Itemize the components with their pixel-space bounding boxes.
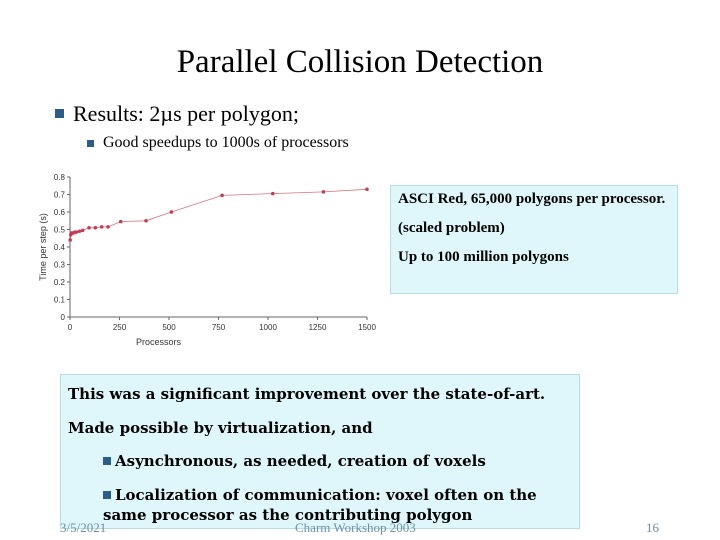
bullet-results: Results: 2µs per polygon;: [73, 101, 299, 126]
y-tick-label: 0.8: [53, 173, 65, 182]
y-tick-label: 0.3: [53, 260, 65, 270]
y-tick-label: 0.6: [53, 208, 65, 217]
y-tick-label: 0.5: [53, 225, 65, 235]
x-tick-label: 1500: [358, 323, 376, 332]
data-point: [365, 187, 369, 191]
box-line-1: This was a significant improvement over the state-of-art.: [68, 385, 546, 403]
series-line: [70, 189, 367, 240]
data-point: [220, 194, 224, 198]
x-tick-label: 500: [162, 323, 176, 332]
data-point: [144, 219, 148, 223]
improvement-box: [60, 374, 580, 529]
data-point: [81, 229, 85, 233]
x-axis-title: Processors: [135, 337, 182, 347]
box-item-2-cont: same processor as the contributing polygon: [103, 506, 473, 524]
x-tick-label: 750: [211, 323, 226, 332]
sub-bullet-square-icon: [87, 140, 94, 147]
mini-bullet-icon: [103, 491, 111, 499]
data-point: [68, 238, 72, 242]
y-tick-label: 0.1: [53, 295, 65, 305]
slide-title: Parallel Collision Detection: [176, 44, 544, 80]
footer-date: 3/5/2021: [60, 520, 107, 535]
data-point: [322, 190, 326, 194]
data-point: [94, 226, 98, 230]
y-tick-label: 0.7: [53, 190, 65, 200]
box-item-2: [103, 486, 537, 504]
box-item-1-text: Asynchronous, as needed, creation of voxels: [115, 452, 486, 470]
callout-line-2: (scaled problem): [398, 220, 505, 236]
bullet-speedups: Good speedups to 1000s of processors: [103, 134, 349, 151]
x-tick-label: 1250: [308, 323, 327, 332]
x-tick-label: 0: [67, 323, 73, 332]
speedup-chart: [36, 168, 386, 353]
data-point: [87, 226, 91, 230]
x-tick-label: 250: [112, 323, 127, 332]
data-point: [119, 220, 123, 224]
x-tick-label: 1000: [259, 323, 277, 332]
box-item-2-text: Localization of communication: voxel often on the: [115, 486, 537, 504]
y-tick-label: 0.2: [53, 278, 65, 287]
callout-line-1: ASCI Red, 65,000 polygons per processor.: [398, 191, 666, 207]
footer-center: Charm Workshop 2003: [295, 520, 416, 535]
callout-line-3: Up to 100 million polygons: [398, 249, 569, 265]
y-tick-label: 0: [60, 313, 65, 322]
bullet-square-icon: [55, 109, 64, 118]
footer-page: 16: [646, 520, 659, 535]
data-point: [78, 229, 82, 233]
data-point: [100, 225, 104, 229]
data-point: [106, 225, 110, 229]
data-point: [170, 210, 174, 214]
box-line-2: Made possible by virtualization, and: [68, 419, 373, 437]
mini-bullet-icon: [103, 457, 111, 465]
data-point: [271, 192, 275, 196]
y-tick-label: 0.4: [53, 243, 65, 252]
y-axis-title: Time per step (s): [38, 213, 48, 281]
asci-callout: [390, 185, 678, 294]
box-item-1: [103, 452, 486, 470]
data-point: [75, 230, 79, 234]
